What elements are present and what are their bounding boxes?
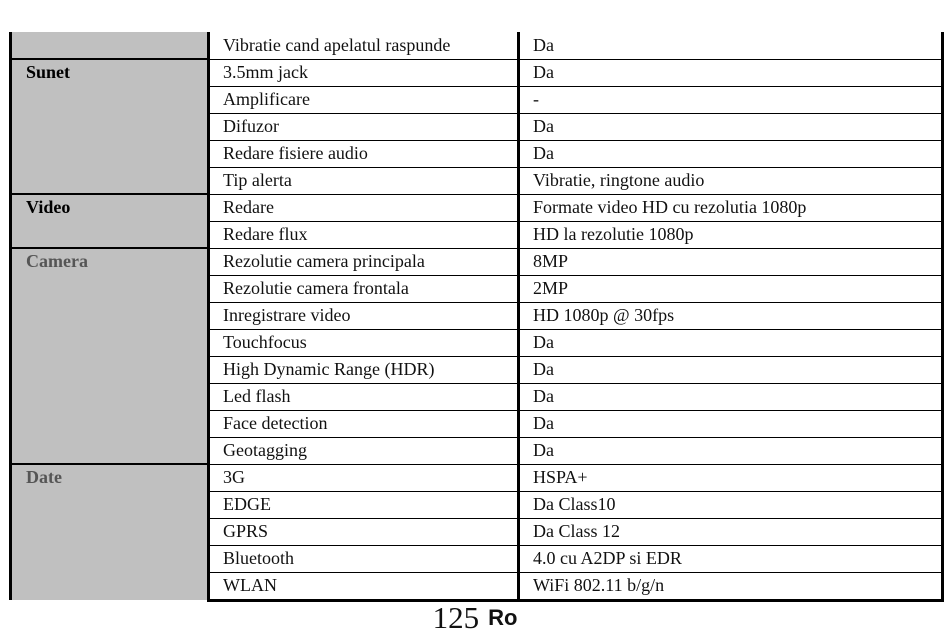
feature-cell: Amplificare (209, 86, 519, 113)
value-cell: Formate video HD cu rezolutia 1080p (519, 194, 943, 221)
value-cell: HSPA+ (519, 464, 943, 491)
value-cell: Da Class10 (519, 491, 943, 518)
table-row (11, 59, 943, 86)
value-cell: 4.0 cu A2DP si EDR (519, 545, 943, 572)
value-cell: Da Class 12 (519, 518, 943, 545)
value-cell: Da (519, 383, 943, 410)
value-cell: Da (519, 410, 943, 437)
category-cell (11, 32, 209, 59)
feature-cell: Touchfocus (209, 329, 519, 356)
table-row (11, 194, 943, 221)
feature-cell: GPRS (209, 518, 519, 545)
category-cell: Date (11, 464, 209, 600)
value-cell: Vibratie, ringtone audio (519, 167, 943, 194)
feature-cell: Redare (209, 194, 519, 221)
feature-cell: Face detection (209, 410, 519, 437)
feature-cell: Redare flux (209, 221, 519, 248)
feature-cell: 3.5mm jack (209, 59, 519, 86)
feature-cell: Redare fisiere audio (209, 140, 519, 167)
feature-cell: Rezolutie camera principala (209, 248, 519, 275)
value-cell: WiFi 802.11 b/g/n (519, 572, 943, 600)
feature-cell: Geotagging (209, 437, 519, 464)
spec-table-body (11, 32, 943, 600)
value-cell: 8MP (519, 248, 943, 275)
feature-cell: Vibratie cand apelatul raspunde (209, 32, 519, 59)
feature-cell: Inregistrare video (209, 302, 519, 329)
value-cell: Da (519, 356, 943, 383)
language-code: Ro (488, 605, 518, 630)
table-row (11, 32, 943, 59)
page-footer (0, 600, 950, 636)
feature-cell: Tip alerta (209, 167, 519, 194)
value-cell: 2MP (519, 275, 943, 302)
page-number: 125 (432, 600, 480, 635)
value-cell: - (519, 86, 943, 113)
feature-cell: Difuzor (209, 113, 519, 140)
value-cell: Da (519, 329, 943, 356)
value-cell: Da (519, 32, 943, 59)
feature-cell: 3G (209, 464, 519, 491)
category-cell: Sunet (11, 59, 209, 194)
value-cell: HD 1080p @ 30fps (519, 302, 943, 329)
table-row (11, 248, 943, 275)
value-cell: Da (519, 437, 943, 464)
value-cell: Da (519, 140, 943, 167)
value-cell: HD la rezolutie 1080p (519, 221, 943, 248)
spec-table (9, 32, 944, 602)
feature-cell: Rezolutie camera frontala (209, 275, 519, 302)
feature-cell: High Dynamic Range (HDR) (209, 356, 519, 383)
value-cell: Da (519, 59, 943, 86)
feature-cell: EDGE (209, 491, 519, 518)
value-cell: Da (519, 113, 943, 140)
feature-cell: Led flash (209, 383, 519, 410)
table-row (11, 464, 943, 491)
category-cell: Video (11, 194, 209, 248)
feature-cell: Bluetooth (209, 545, 519, 572)
category-cell: Camera (11, 248, 209, 464)
feature-cell: WLAN (209, 572, 519, 600)
